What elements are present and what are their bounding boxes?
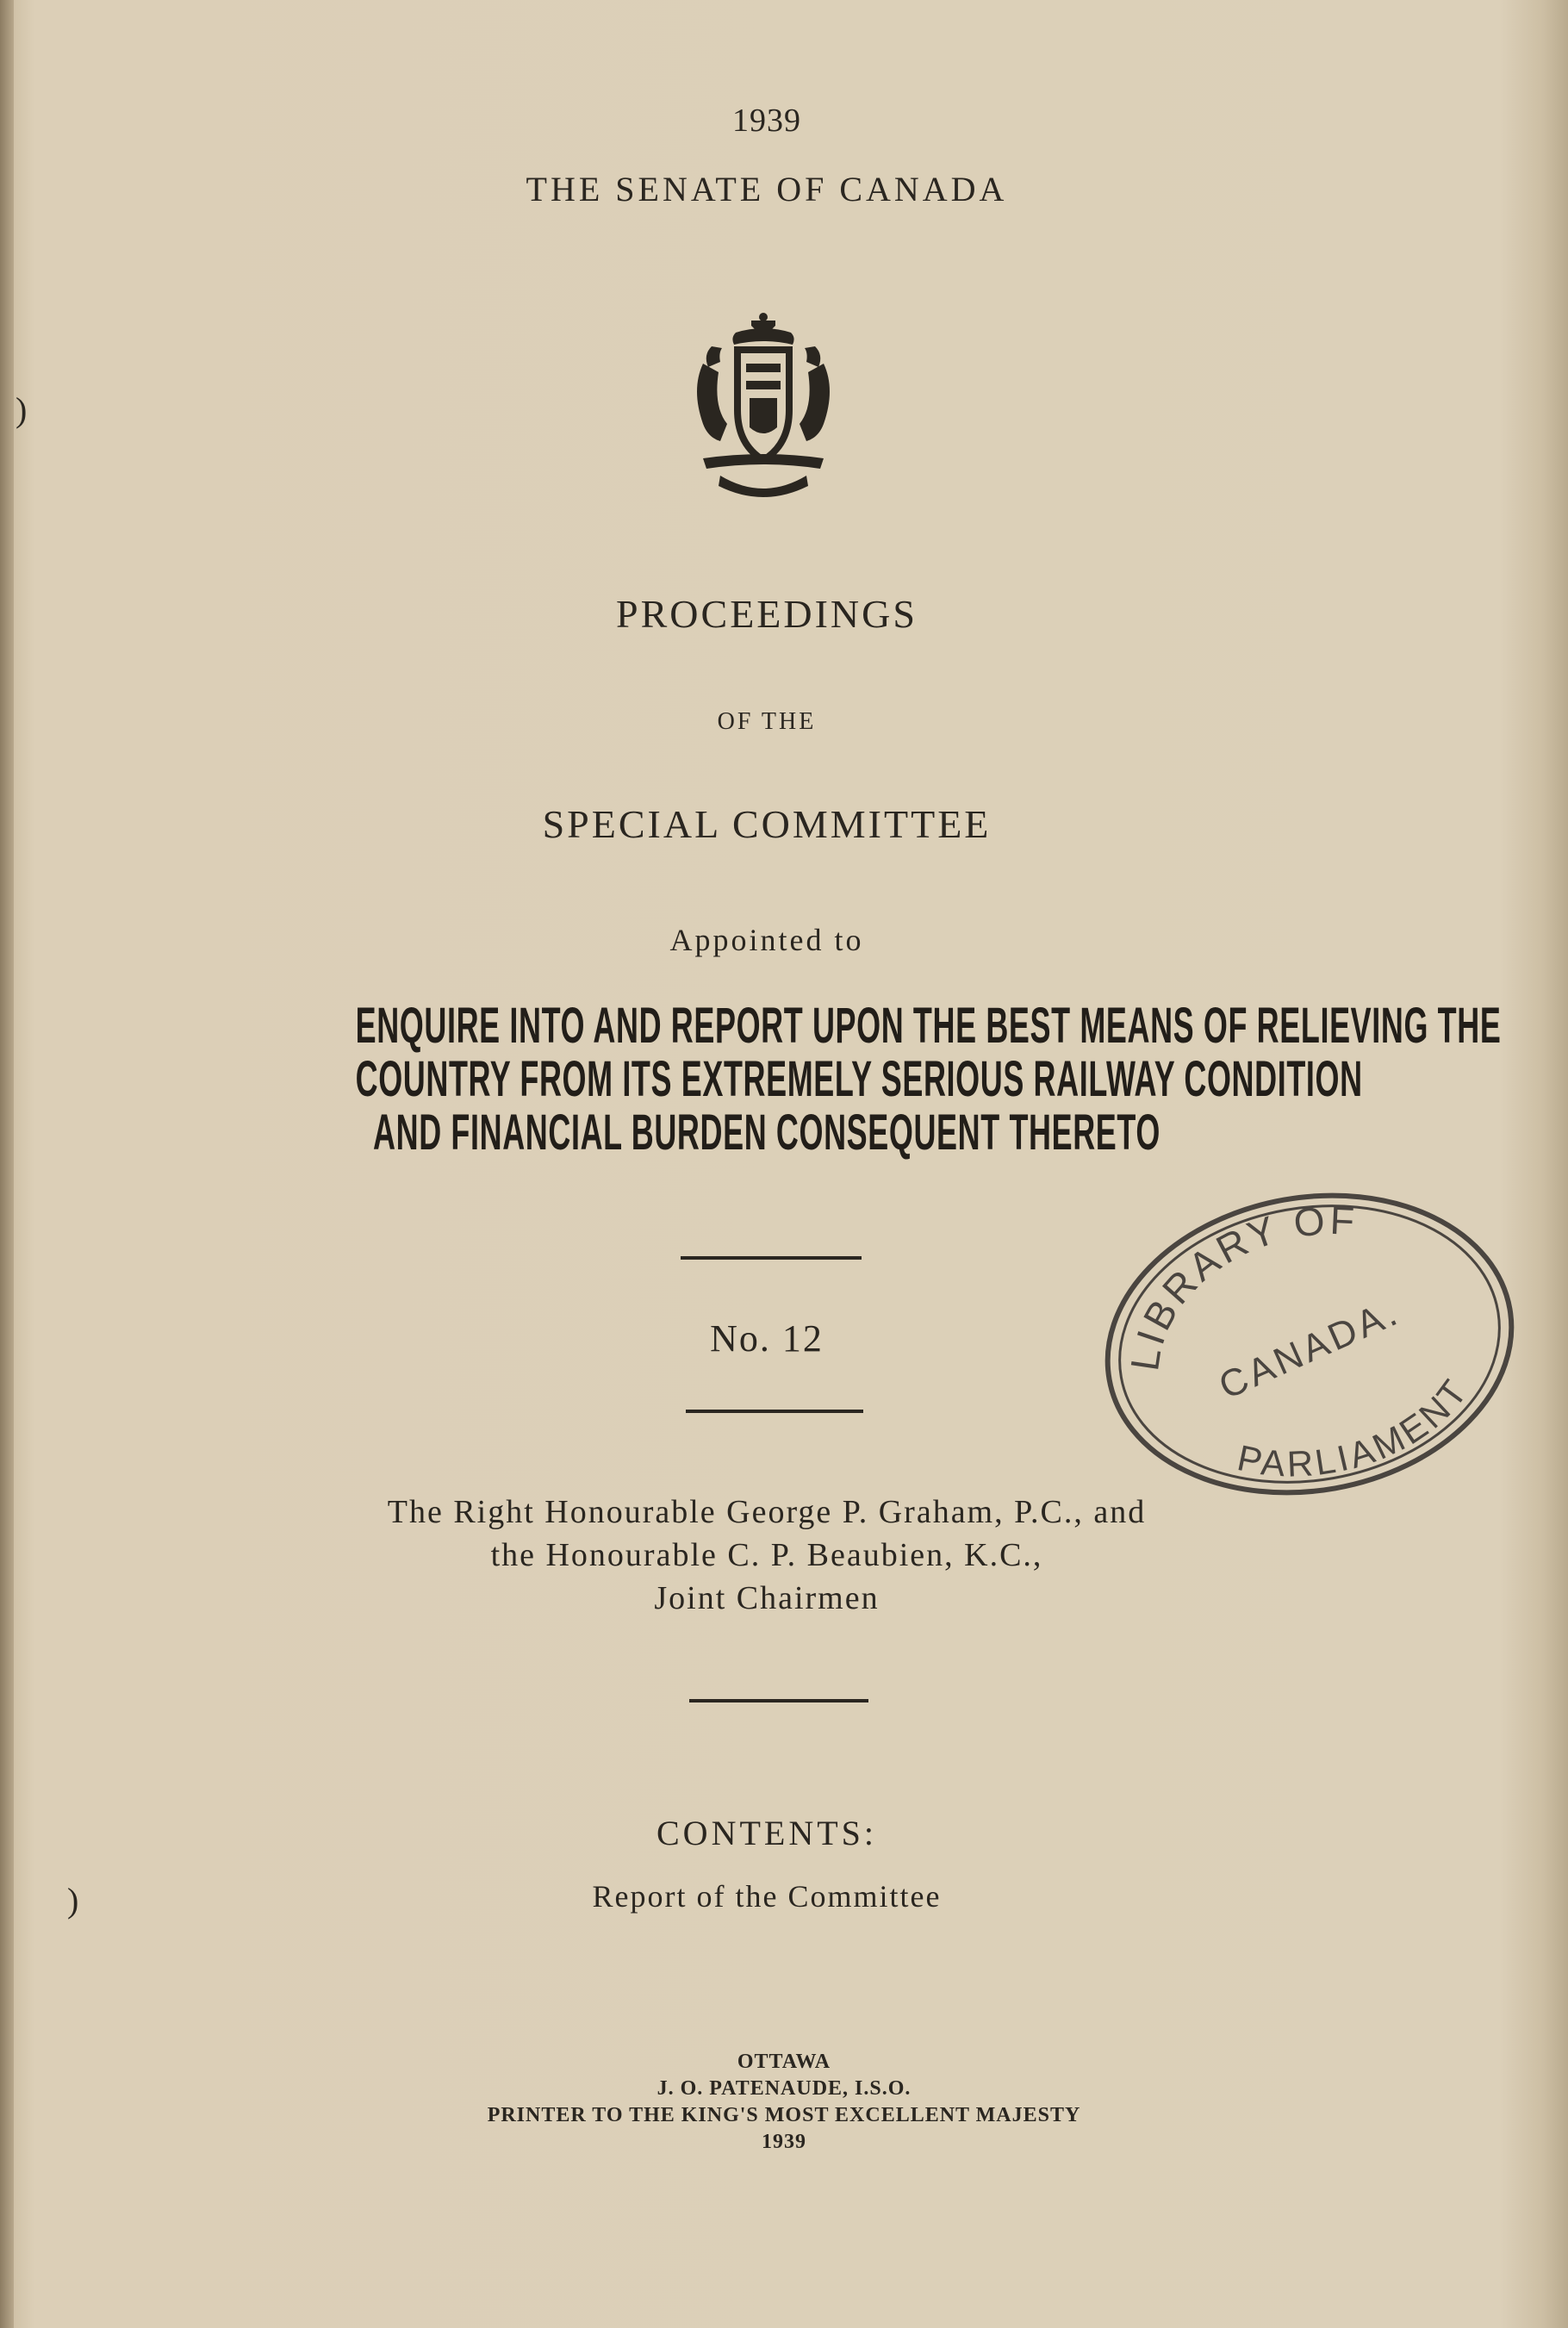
binding-edge — [0, 0, 14, 2328]
coat-of-arms-icon — [686, 312, 841, 501]
purpose-line: COUNTRY FROM ITS EXTREMELY SERIOUS RAILWAY CONDITION — [355, 1051, 1363, 1107]
stamp-top-text: LIBRARY OF — [1122, 1197, 1360, 1374]
contents-item: Report of the Committee — [592, 1879, 942, 1914]
imprint-city: OTTAWA — [737, 2051, 831, 2073]
purpose-line: AND FINANCIAL BURDEN CONSEQUENT THERETO — [373, 1105, 1160, 1161]
divider-rule — [686, 1410, 863, 1413]
chairmen-line: The Right Honourable George P. Graham, P.C., and — [387, 1494, 1147, 1530]
contents-heading: CONTENTS: — [656, 1814, 877, 1852]
header-year: 1939 — [732, 103, 801, 139]
divider-rule — [689, 1699, 868, 1702]
title-proceedings: PROCEEDINGS — [616, 592, 918, 636]
margin-mark: ) — [67, 1881, 79, 1920]
margin-mark: ) — [16, 390, 28, 429]
chairmen-line: the Honourable C. P. Beaubien, K.C., — [490, 1537, 1043, 1573]
header-body: THE SENATE OF CANADA — [526, 170, 1008, 209]
issue-number: No. 12 — [710, 1317, 824, 1360]
imprint-title: PRINTER TO THE KING'S MOST EXCELLENT MAJESTY — [487, 2104, 1081, 2126]
committee-purpose — [355, 998, 1502, 1161]
stamp-bottom-text: PARLIAMENT — [1234, 1370, 1477, 1485]
title-appointed-to: Appointed to — [669, 923, 864, 957]
stamp-middle-text: CANADA. — [1212, 1290, 1407, 1408]
printer-imprint — [370, 2049, 1198, 2156]
imprint-printer: J. O. PATENAUDE, I.S.O. — [656, 2077, 912, 2100]
chairmen-line: Joint Chairmen — [654, 1580, 880, 1616]
title-of-the: OF THE — [717, 708, 817, 735]
purpose-line: ENQUIRE INTO AND REPORT UPON THE BEST MEANS OF RELIEVING THE — [355, 998, 1502, 1054]
imprint-year: 1939 — [762, 2131, 806, 2153]
divider-rule — [681, 1256, 862, 1260]
title-special-committee: SPECIAL COMMITTEE — [542, 802, 992, 846]
